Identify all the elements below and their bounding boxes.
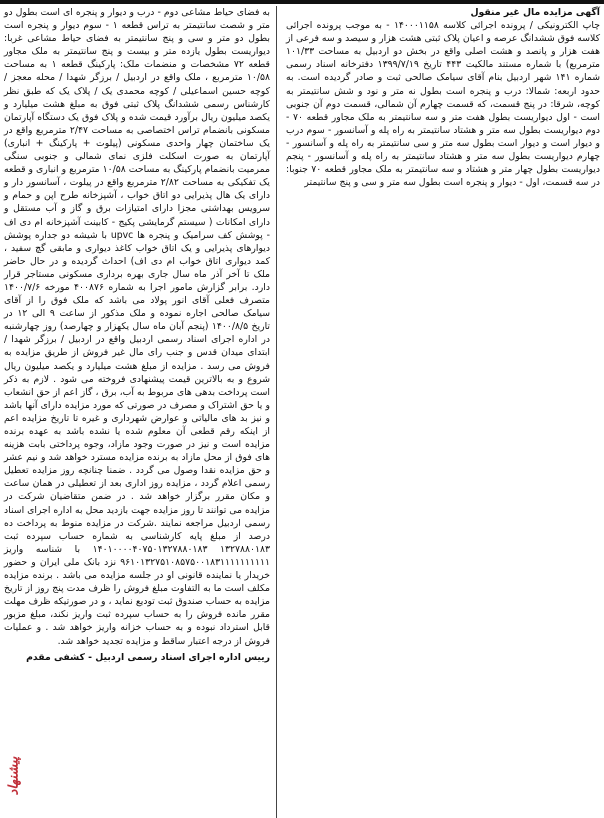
notice-body: به فضای حیاط مشاعی دوم - درب و دیوار و پنجره ای است بطول دو متر و شصت سانتیمتر به تراس قطعه ۱ - سوم دیوار و پنجره است بطول دو متر و سی و پنج سانتیمتر به فضای حیاط مشاعی غربا: دیواریست بطول یازده متر و بیست و پنج سانتیمتر به ملک مجاور قطعه ۷۲ مشخصات و منضمات ملک: پارکینگ قطعه ۱ به مساحت ۱۰/۵۸ مترمربع ، ملک واقع در اردبیل / برزگر شهدا / محله معجز / کوچه حسین اسماعیلی / کوچه محمدی یک / پلاک یک که طبق نظر کارشناس رسمی ششدانگ پلاک ثبتی فوق به مبلغ هشت میلیارد و یکصد میلیون ریال برآورد قیمت شده و پلاک فوق یک دستگاه آپارتمان مسکونی بانضمام تراس اختصاصی به مساحت ۲/۴۷ مترمربع واقع در یک ساختمان چهار واحدی مسکونی (پیلوت + پارکینگ + انباری) آپارتمان به صورت اسکلت فلزی نمای شمالی و جنوبی سنگی ممرمیت بانضمام پارکینگ به مساحت ۱۰/۵۸ مترمربع و انباری و قطعه یک تفکیکی به مساحت ۲/۸۲ مترمربع واقع در پیلوت ، آسانسور دار و دارای یک هال پذیرایی دو اتاق خواب ، آشپزخانه طرح اپن و حمام و سرویس بهداشتی مجزا دارای امتیازات برق و گاز و آب مستقل و دارای امکانات ( سیستم گرمایشی پکیج - کابینت آشپزخانه ام دی اف - پوشش کف سرامیک و پنجره ها upvc با شیشه دو جداره پوشش دیوارهای پذیرایی و یک اتاق خواب کاغذ دیواری و مابقی گچ سفید ، کمد دیواری اتاق خواب ام دی اف) احداث گردیده و در حال حاضر ملک تا آخر آذر ماه سال جاری بهره برداری مسکونی مستاجر قرار دارد. برابر گزارش مامور اجرا به شماره ۴۰۰۸۷۶ مورخه ۱۴۰۰/۷/۶ متصرف فعلی آقای انور پولاد می باشد که ملک فوق را از آقای سیامک صالحی اجاره نموده و ملک مذکور از ساعت ۹ الی ۱۲ در تاریخ ۱۴۰۰/۸/۵ (پنجم آبان ماه سال یکهزار و چهارصد) روز چهارشنبه در اداره اجرای اسناد رسمی اردبیل واقع در اردبیل / برزگر شهدا / ابتدای میدان قدس و جنب رای مال غیر فروش از طریق مزایده به فروش می رسد . مزایده از مبلغ هشت میلیارد و یکصد میلیون ریال شروع و به بالاترین قیمت پیشنهادی فروخته می شود . لازم به ذکر است پرداخت بدهی های مربوط به آب، برق ، گاز اعم از حق انشعاب و یا حق اشتراک و مصرف در صورتی که مورد مزایده دارای آنها باشد و نیز بد های مالیاتی و عوارض شهرداری و غیره تا تاریخ مزایده اعم از اینکه رقم قطعی آن معلوم شده یا نشده باشد به عهده برنده مزایده است و نیز در صورت وجود مازاد، وجوه پرداختی بابت هزینه های فوق از محل مازاد به برنده مزایده مسترد خواهد شد و نیم عشر و حق مزایده نقدا وصول می گردد . ضمنا چنانچه روز مزایده تعطیل رسمی اعلام گردد ، مزایده روز اداری بعد از تعطیلی در همان ساعت و مکان مقرر برگزار خواهد شد . در ضمن متقاضیان شرکت در مزایده می توانند تا روز مزایده جهت بازدید محل به اداره اجرای اسناد رسمی اردبیل مراجعه نمایند .شرکت در مزایده منوط به پرداخت ده درصد از مبلغ پایه کارشناسی به شماره حساب سپرده ثبت ۱۳۲۷۸۸۰۱۸۳ ۱۴۰۱۰۰۰۰۴۰۷۵۰۱۳۲۷۸۸۰۱۸۳ با شناسه واریز ۹۶۱۰۱۳۲۷۵۱۰۸۵۷۵۰۰۱۸۳۱۱۱۱۱۱۱۱۱۱ نزد بانک ملی ایران و حضور خریدار یا نماینده قانونی او در جلسه مزایده می باشد . برنده مزایده مکلف است ما به التفاوت مبلغ فروش را ظرف مدت پنج روز از تاریخ مزایده به حساب صندوق ثبت تودیع نماید ، و در صورتیکه ظرف مهلت مقرر مانده فروش را به حساب سپرده ثبت واریز نکند، مبلغ مزبور قابل استرداد نبوده و به حساب خزانه واریز خواهد شد . و عملیات فروش از درجه اعتبار ساقط و مزایده تجدید خواهد شد. — [4, 7, 271, 647]
notice-left-column — [4, 6, 270, 664]
column-divider — [276, 6, 277, 818]
notice-title: آگهی مزایده مال غیر منقول — [470, 7, 600, 18]
stamp-icon — [2, 736, 26, 816]
svg-text:پیشنهاد: پیشنهاد — [6, 756, 22, 796]
notice-signature: رییس اداره اجرای اسناد رسمی اردبیل - کشفی مقدم — [26, 651, 270, 663]
top-border — [0, 0, 604, 4]
notice-right-column — [286, 6, 600, 189]
notice-intro: چاپ الکترونیکی / پرونده اجرائی کلاسه ۱۴۰۰۰۱۱۵۸ - به موجب پرونده اجرائی کلاسه فوق ششدانگ عرصه و اعیان پلاک ثبتی هشت هزار و سیصد و سه فرعی از هفت هزار و پانصد و هشت اصلی واقع در بخش دو اردبیل به مساحت ۱۰۱/۳۳ مترمربع) با شماره مستند مالکیت ۴۴۳ تاریخ ۱۳۹۹/۷/۱۹ دفترخانه اسناد رسمی شماره ۱۴۱ شهر اردبیل بنام آقای سیامک صالحی ثبت و صادر گردیده است. به حدود اربعه: شمالا: درب و پنجره است بطول نه متر و نود و شش سانتیمتر به کوچه، شرقا: در پنج قسمت، که قسمت چهارم آن شمالی، قسمت دوم آن جنوبی است - اول دیواریست بطول هفت متر و سه سانتیمتر به ملک مجاور قطعه ۷۰ - دوم دیواریست بطول سه متر و هشتاد سانتیمتر به راه پله و آسانسور - سوم درب و دیوار است و دیوار است بطول سه متر و سی سانتیمتر به راه پله و آسانسور - چهارم دیواریست بطول سه متر و هشتاد سانتیمتر به راه پله و آسانسور - پنجم دیواریست بطول چهار متر و هشتاد و سه سانتیمتر به ملک مجاور قطعه ۷۰ جنوبا: در سه قسمت، اول - دیوار و پنجره است بطول سه متر و سی و پنج سانتیمتر — [286, 20, 600, 189]
